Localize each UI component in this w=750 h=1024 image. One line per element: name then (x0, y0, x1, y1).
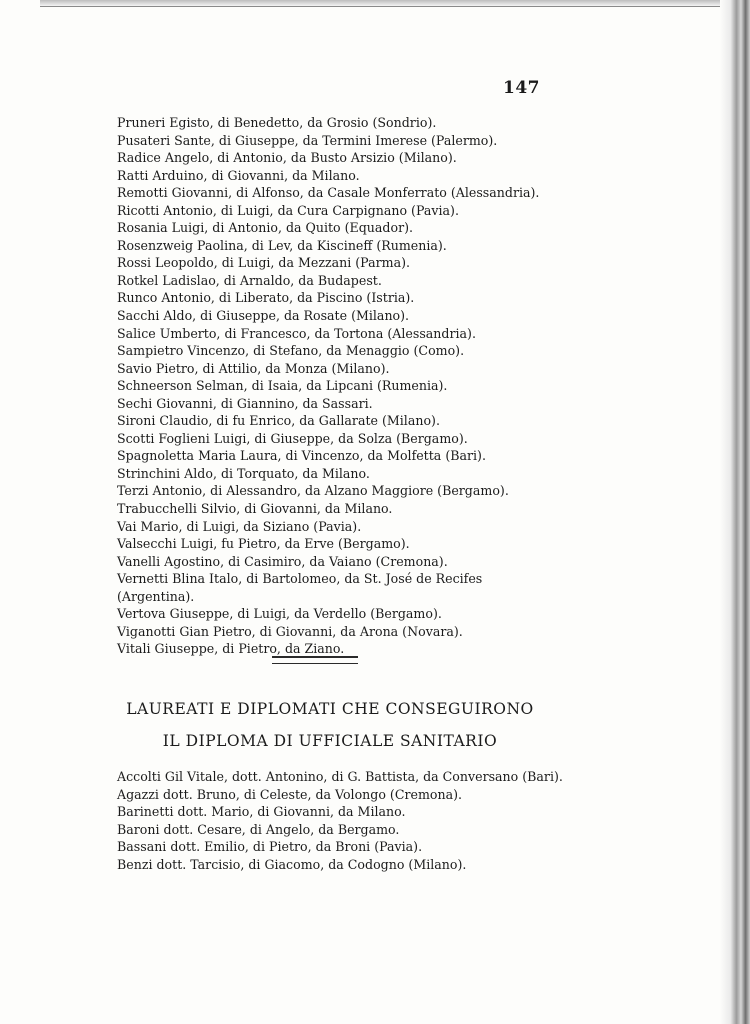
list-item: Rossi Leopoldo, di Luigi, da Mezzani (Parma). (117, 255, 410, 271)
list-item: Runco Antonio, di Liberato, da Piscino (Istria). (117, 290, 415, 306)
list-item: Pusateri Sante, di Giuseppe, da Termini Imerese (Palermo). (117, 132, 498, 148)
list-item: Ratti Arduino, di Giovanni, da Milano. (117, 167, 360, 183)
section-separator (272, 656, 358, 664)
list-item: Salice Umberto, di Francesco, da Tortona (Alessandria). (117, 325, 476, 341)
list-item: Vernetti Blina Italo, di Bartolomeo, da St. José de Recifes (Argentina). (117, 571, 483, 604)
graduate-list (117, 768, 563, 873)
list-item: Savio Pietro, di Attilio, da Monza (Milano). (117, 360, 390, 376)
list-item: Viganotti Gian Pietro, di Giovanni, da Arona (Novara). (117, 623, 463, 639)
page-number: 147 (503, 78, 540, 98)
list-item: Barinetti dott. Mario, di Giovanni, da Milano. (117, 804, 406, 820)
list-item: Radice Angelo, di Antonio, da Busto Arsizio (Milano). (117, 150, 457, 166)
list-item: Remotti Giovanni, di Alfonso, da Casale Monferrato (Alessandria). (117, 185, 540, 201)
section-title-line2: IL DIPLOMA DI UFFICIALE SANITARIO (162, 732, 498, 750)
section-title-line1: LAUREATI E DIPLOMATI CHE CONSEGUIRONO (126, 700, 534, 718)
list-item: Valsecchi Luigi, fu Pietro, da Erve (Bergamo). (117, 536, 410, 552)
list-item: Accolti Gil Vitale, dott. Antonino, di G. Battista, da Conversano (Bari). (117, 769, 563, 784)
list-item: Terzi Antonio, di Alessandro, da Alzano Maggiore (Bergamo). (117, 483, 509, 499)
list-item: Ricotti Antonio, di Luigi, da Cura Carpignano (Pavia). (117, 202, 459, 218)
list-item: Vertova Giuseppe, di Luigi, da Verdello (Bergamo). (117, 606, 442, 622)
list-item: Bassani dott. Emilio, di Pietro, da Broni (Pavia). (117, 839, 423, 855)
list-item: Rosania Luigi, di Antonio, da Quito (Equador). (117, 220, 414, 236)
list-item: Sacchi Aldo, di Giuseppe, da Rosate (Milano). (117, 308, 410, 324)
list-item: Vanelli Agostino, di Casimiro, da Vaiano (Cremona). (117, 553, 448, 569)
list-item: Rosenzweig Paolina, di Lev, da Kiscineff (Rumenia). (117, 237, 447, 253)
list-item: Rotkel Ladislao, di Arnaldo, da Budapest. (117, 272, 382, 288)
student-list (117, 114, 547, 658)
list-item: Vitali Giuseppe, di Pietro, da Ziano. (117, 641, 345, 657)
list-item: Strinchini Aldo, di Torquato, da Milano. (117, 465, 370, 481)
list-item: Spagnoletta Maria Laura, di Vincenzo, da Molfetta (Bari). (117, 448, 486, 464)
list-item: Scotti Foglieni Luigi, di Giuseppe, da Solza (Bergamo). (117, 430, 468, 446)
list-item: Baroni dott. Cesare, di Angelo, da Bergamo. (117, 821, 400, 837)
list-item: Trabucchelli Silvio, di Giovanni, da Milano. (117, 501, 393, 517)
list-item: Sechi Giovanni, di Giannino, da Sassari. (117, 395, 373, 411)
page-binding-edge (720, 0, 750, 1024)
list-item: Sampietro Vincenzo, di Stefano, da Menaggio (Como). (117, 343, 465, 359)
list-item: Agazzi dott. Bruno, di Celeste, da Volongo (Cremona). (117, 786, 463, 802)
page-top-edge (40, 0, 750, 7)
list-item: Pruneri Egisto, di Benedetto, da Grosio (Sondrio). (117, 115, 437, 130)
list-item: Vai Mario, di Luigi, da Siziano (Pavia). (117, 518, 362, 534)
list-item: Schneerson Selman, di Isaia, da Lipcani (Rumenia). (117, 378, 448, 394)
list-item: Sironi Claudio, di fu Enrico, da Gallarate (Milano). (117, 413, 440, 429)
list-item: Benzi dott. Tarcisio, di Giacomo, da Codogno (Milano). (117, 856, 467, 872)
